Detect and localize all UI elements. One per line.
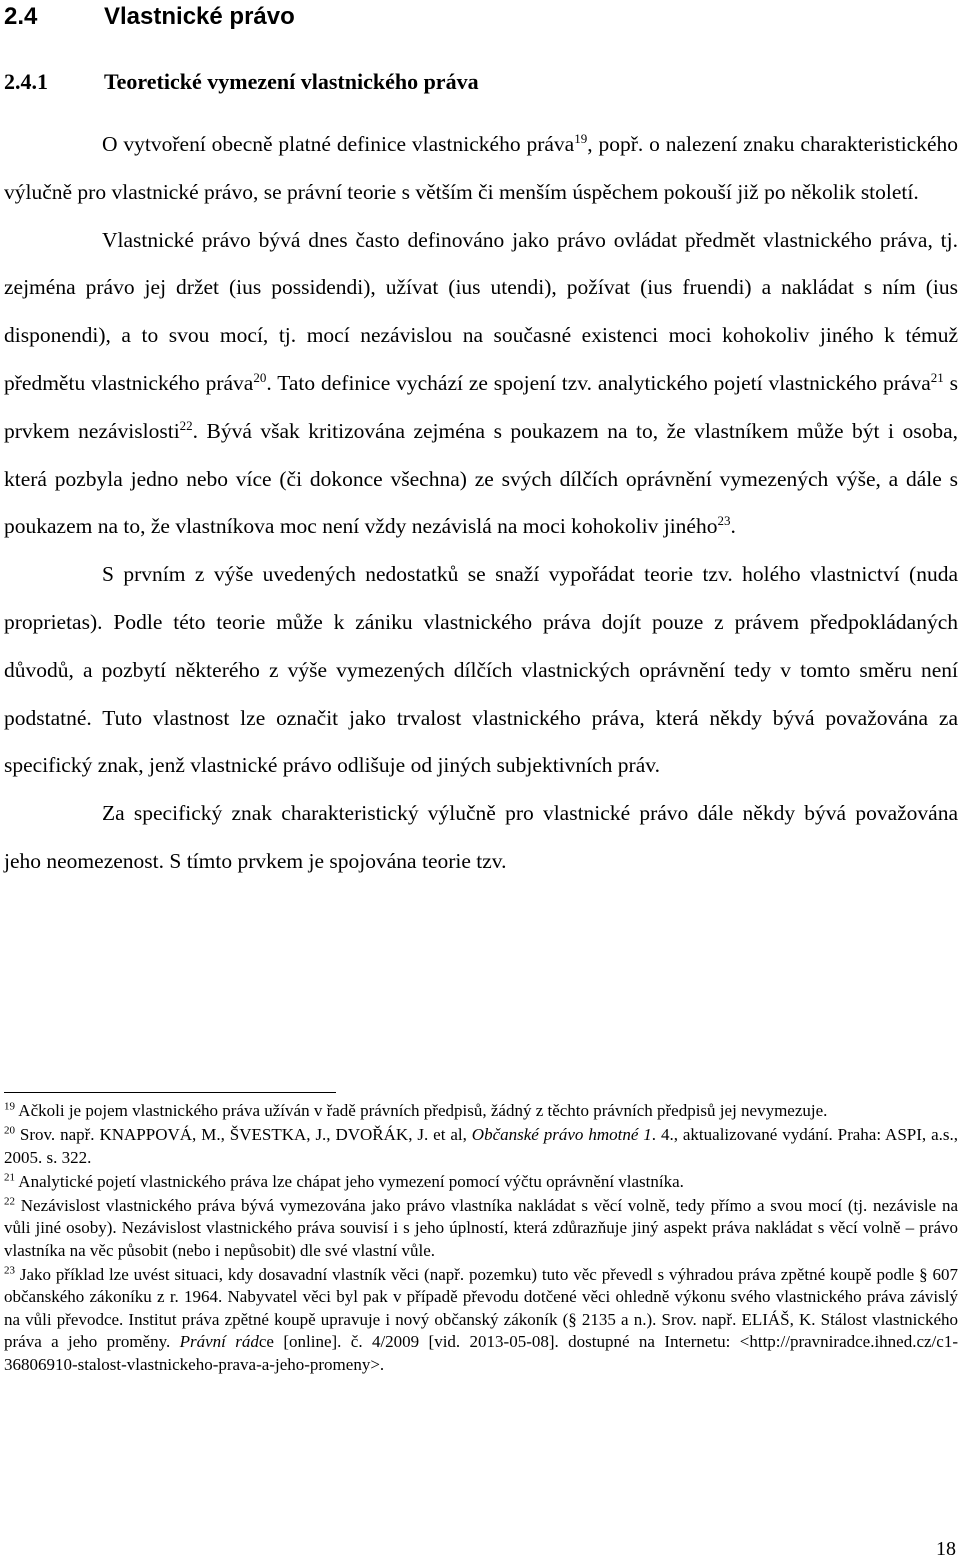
paragraph-3: S prvním z výše uvedených nedostatků se snaží vypořádat teorie tzv. holého vlastnictví (nuda proprietas). Podle této teorie může k zániku vlastnického práva dojít pouze z právem předpokládaných důvodů, a pozbytí některého z výše vymezených dílčích vlastnických oprávnění tedy v tomto směru není podstatné. Tuto vlastnost lze označit jako trvalost vlastnického práva, která někdy bývá považována za specifický znak, jenž vlastnické právo odlišuje od jiných subjektivních práv. bbox=[4, 562, 958, 778]
footnotes bbox=[4, 1100, 958, 1378]
footnote-ref-23[interactable]: 23 bbox=[717, 513, 731, 529]
paragraph-4: Za specifický znak charakteristický výlučně pro vlastnické právo dále někdy bývá považována jeho neomezenost. S tímto prvkem je spojována teorie tzv. bbox=[4, 801, 958, 873]
footnote-22: $^{22}$ Nezávislost vlastnického práva bývá vymezována jako právo vlastníka nakládat s věcí volně, tedy přímo a svou mocí (tj. nezávisle na vůli jiné osoby). Nezávislost vlastnického práva souvisí i s jeho úplností, která zdůrazňuje jiný aspekt práva nakládat s věcí volně – právo vlastníka na věc působit (nebo i nepůsobit) dle své vlastní vůle. bbox=[4, 1194, 958, 1260]
section-title: Vlastnické právo bbox=[104, 3, 295, 30]
page-number: 18 bbox=[936, 1538, 956, 1560]
footnote-21: $^{21}$ Analytické pojetí vlastnického práva lze chápat jeho vymezení pomocí výčtu oprávnění vlastníka. bbox=[4, 1170, 684, 1191]
subsection-title: Teoretické vymezení vlastnického práva bbox=[104, 69, 479, 94]
footnote-ref-22[interactable]: 22 bbox=[179, 417, 193, 433]
paragraph-1: O vytvoření obecně platné definice vlastnického práva$^{19}$, popř. o nalezení znaku charakteristického výlučně pro vlastnické právo, se právní teorie s větším či menším úspěchem pokouší již po několik století. bbox=[4, 130, 958, 204]
body-text bbox=[4, 121, 958, 886]
footnote-19: $^{19}$ Ačkoli je pojem vlastnického práva užíván v řadě právních předpisů, žádný z těchto právních předpisů jej nevymezuje. bbox=[4, 1100, 828, 1120]
footnote-ref-19[interactable]: 19 bbox=[574, 130, 588, 146]
subsection-heading bbox=[4, 68, 479, 96]
footnote-23: $^{23}$ Jako příklad lze uvést situaci, kdy dosavadní vlastník věci (např. pozemku) tuto věc převedl s výhradou práva zpětné koupě podle § 607 občanského zákoníku z r. 1964. Nabyvatel věci byl pak v případě převodu dotčené věci ohledně výkonu svého vlastnického práva závislý na vůli převodce. Institut práva zpětné koupě upravuje i nový občanský zákoník (§ 2135 a n.). Srov. např. ELIÁŠ, K. Stálost vlastnického práva a jeho proměny. Právní rádce [online]. č. 4/2009 [vid. 2013-05-08]. dostupné na Internetu: <http://pravniradce.ihned.cz/c1-36806910-stalost-vlastnickeho-prava-a-jeho-promeny>. bbox=[4, 1263, 958, 1374]
footnote-20: $^{20}$ Srov. např. KNAPPOVÁ, M., ŠVESTKA, J., DVOŘÁK, J. et al, Občanské právo hmotné 1. 4., aktualizované vydání. Praha: ASPI, a.s., 2005. s. 322. bbox=[4, 1124, 958, 1167]
footnote-separator bbox=[4, 1092, 336, 1093]
section-number: 2.4 bbox=[4, 3, 38, 30]
footnote-ref-20[interactable]: 20 bbox=[253, 369, 267, 385]
footnote-ref-21[interactable]: 21 bbox=[930, 369, 944, 385]
subsection-number: 2.4.1 bbox=[4, 69, 48, 94]
section-heading bbox=[4, 2, 295, 32]
paragraph-2: Vlastnické právo bývá dnes často definováno jako právo ovládat předmět vlastnického práva, tj. zejména právo jej držet (ius possidendi), užívat (ius utendi), požívat (ius fruendi) a nakládat s ním (ius disponendi), a to svou mocí, tj. mocí nezávislou na současné existenci moci kohokoliv jiného k témuž předmětu vlastnického práva$^{20}$. Tato definice vychází ze spojení tzv. analytického pojetí vlastnického práva$^{21}$ s prvkem nezávislosti$^{22}$. Bývá však kritizována zejména s poukazem na to, že vlastníkem může být i osoba, která pozbyla jedno nebo více (či dokonce všechna) ze svých dílčích oprávnění vymezených výše, a dále s poukazem na to, že vlastníkova moc není vždy nezávislá na moci kohokoliv jiného$^{23}$. bbox=[4, 227, 958, 539]
